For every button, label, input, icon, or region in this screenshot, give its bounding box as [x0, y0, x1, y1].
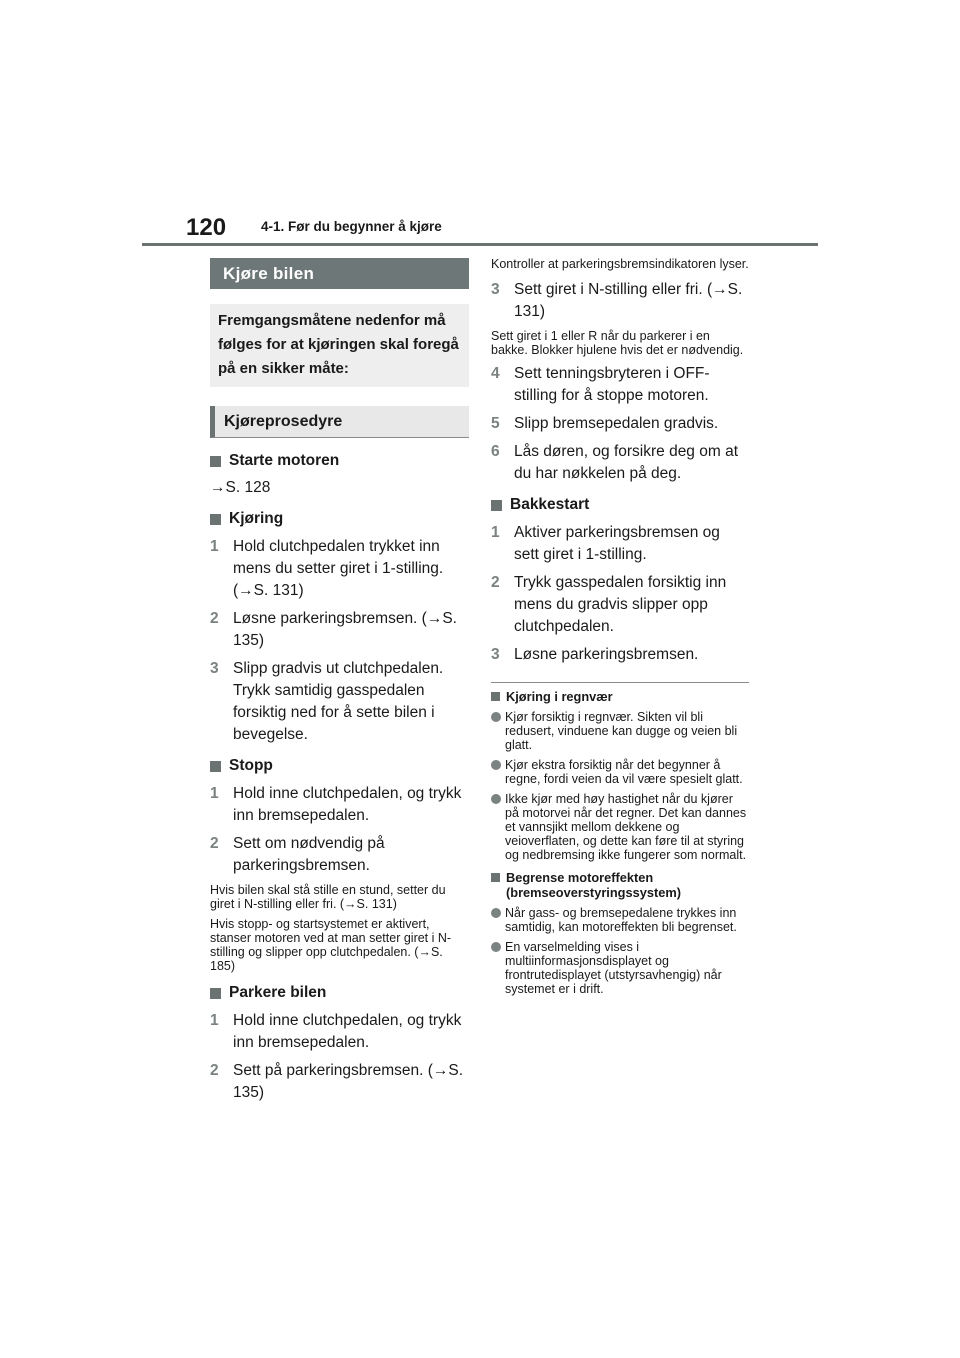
left-column — [210, 258, 469, 1104]
square-bullet-icon — [210, 456, 221, 467]
rain-bullet: Kjør forsiktig i regnvær. Sikten vil bli redusert, vinduene kan dugge og veien bli glatt. — [491, 710, 749, 752]
header-rule — [142, 243, 818, 246]
circle-bullet-icon — [491, 908, 501, 918]
driving-step: 1 Hold clutchpedalen trykket inn mens du setter giret i 1-stilling. (→S. 131) — [210, 538, 444, 599]
square-bullet-icon — [491, 500, 502, 511]
limit-bullet: En varselmelding vises i multiinformasjonsdisplayet og frontrutedisplayet (utstyrsavhengig) når systemet er i drift. — [491, 940, 749, 996]
chapter-title: 4-1. Før du begynner å kjøre — [261, 219, 442, 234]
park-step: 3 Sett giret i N-stilling eller fri. (→S. 131) — [491, 281, 743, 320]
hill-start-step: 1 Aktiver parkeringsbremsen og sett giret i 1-stilling. — [491, 524, 720, 563]
start-engine-ref: →S. 128 — [210, 479, 271, 496]
park-note: Kontroller at parkeringsbremsindikatoren lyser. — [491, 257, 749, 271]
stop-step: 1 Hold inne clutchpedalen, og trykk inn bremsepedalen. — [210, 785, 462, 824]
circle-bullet-icon — [491, 942, 501, 952]
park-step: 6 Lås døren, og forsikre deg om at du har nøkkelen på deg. — [491, 443, 739, 482]
stop-step: 2 Sett om nødvendig på parkeringsbremsen. — [210, 835, 385, 874]
limit-heading: Begrense motoreffekten (bremseoverstyringssystem) — [491, 870, 749, 900]
circle-bullet-icon — [491, 712, 501, 722]
procedure-title: Kjøreprosedyre — [210, 406, 469, 438]
section-title: Kjøre bilen — [210, 258, 469, 289]
park-note: Sett giret i 1 eller R når du parkerer i en bakke. Blokker hjulene hvis det er nødvendig. — [491, 329, 744, 357]
rain-bullet: Ikke kjør med høy hastighet når du kjører på motorvei når det regner. Det kan dannes et vannsjikt mellom dekkene og veioverflaten, og dette kan føre til at styring og nedbremsing ikke fungerer som normalt. — [491, 792, 749, 862]
park-heading: Parkere bilen — [210, 982, 469, 1004]
square-bullet-icon — [491, 692, 500, 701]
rain-heading: Kjøring i regnvær — [491, 689, 749, 704]
stop-note: Hvis stopp- og startsystemet er aktivert, stanser motoren ved at man setter giret i N-stilling og slipper opp clutchpedalen. (→S. 185) — [210, 917, 452, 973]
circle-bullet-icon — [491, 760, 501, 770]
limit-bullet: Når gass- og bremsepedalene trykkes inn samtidig, kan motoreffekten bli begrenset. — [491, 906, 749, 934]
stop-heading: Stopp — [210, 755, 469, 777]
stop-note: Hvis bilen skal stå stille en stund, setter du giret i N-stilling eller fri. (→S. 131) — [210, 883, 446, 911]
hill-start-step: 2 Trykk gasspedalen forsiktig inn mens du gradvis slipper opp clutchpedalen. — [491, 574, 727, 635]
circle-bullet-icon — [491, 794, 501, 804]
square-bullet-icon — [210, 514, 221, 525]
start-engine-heading: Starte motoren — [210, 450, 469, 472]
right-column — [491, 257, 749, 996]
rain-bullet: Kjør ekstra forsiktig når det begynner å regne, fordi veien da vil være spesielt glatt. — [491, 758, 749, 786]
notes-divider — [491, 682, 749, 683]
driving-step: 2 Løsne parkeringsbremsen. (→S. 135) — [210, 610, 457, 649]
hill-start-heading: Bakkestart — [491, 494, 749, 516]
square-bullet-icon — [210, 761, 221, 772]
intro-box: Fremgangsmåtene nedenfor må følges for at kjøringen skal foregå på en sikker måte: — [210, 304, 469, 387]
square-bullet-icon — [491, 873, 500, 882]
driving-heading: Kjøring — [210, 508, 469, 530]
park-step: 5 Slipp bremsepedalen gradvis. — [491, 415, 719, 432]
square-bullet-icon — [210, 988, 221, 999]
page-number: 120 — [186, 214, 227, 241]
park-step: 2 Sett på parkeringsbremsen. (→S. 135) — [210, 1062, 464, 1101]
driving-step: 3 Slipp gradvis ut clutchpedalen. Trykk samtidig gasspedalen forsiktig ned for å sette bilen i bevegelse. — [210, 660, 444, 743]
park-step: 4 Sett tenningsbryteren i OFF-stilling for å stoppe motoren. — [491, 365, 710, 404]
hill-start-step: 3 Løsne parkeringsbremsen. — [491, 646, 699, 663]
park-step: 1 Hold inne clutchpedalen, og trykk inn bremsepedalen. — [210, 1012, 462, 1051]
